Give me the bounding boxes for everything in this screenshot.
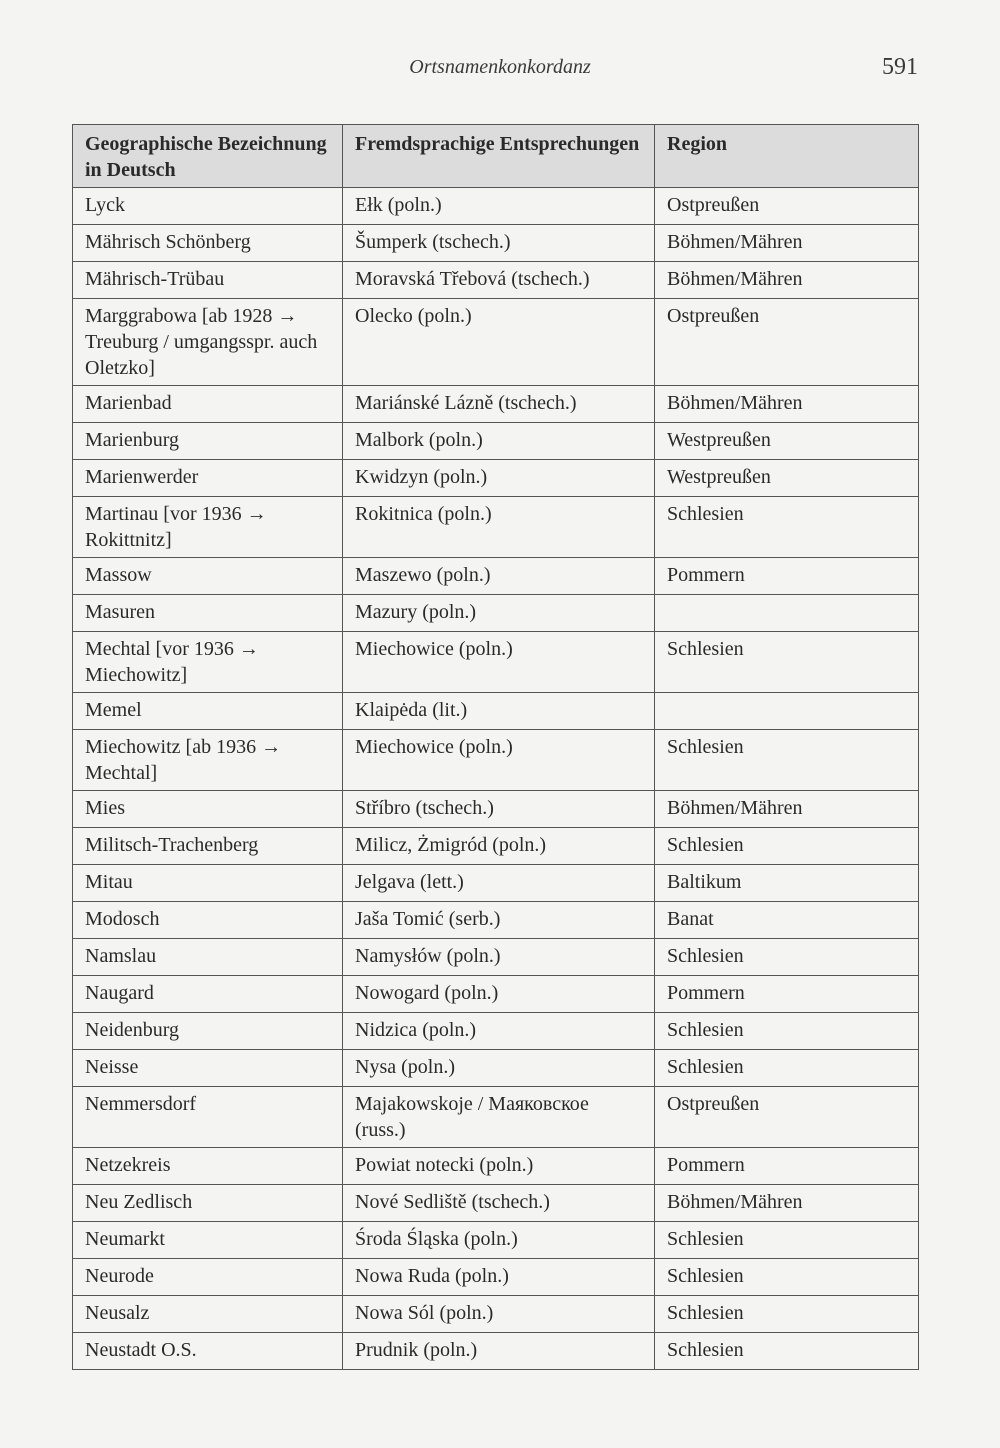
column-header-region: Region <box>655 125 919 188</box>
cell-german-name: Militsch-Trachenberg <box>73 828 343 865</box>
table-header-row <box>73 125 919 188</box>
cell-foreign-name: Stříbro (tschech.) <box>343 791 655 828</box>
cell-region: Schlesien <box>655 1050 919 1087</box>
cell-region <box>655 595 919 632</box>
table-row <box>73 1259 919 1296</box>
cell-region: Schlesien <box>655 730 919 791</box>
table-row <box>73 791 919 828</box>
table-row <box>73 730 919 791</box>
cell-foreign-name: Malbork (poln.) <box>343 423 655 460</box>
cell-region: Schlesien <box>655 632 919 693</box>
cell-german-name: Nemmersdorf <box>73 1087 343 1148</box>
cell-german-name: Martinau [vor 1936 → Rokittnitz] <box>73 497 343 558</box>
cell-region: Pommern <box>655 558 919 595</box>
place-name-table <box>72 124 919 1370</box>
cell-region: Baltikum <box>655 865 919 902</box>
cell-german-name: Marienwerder <box>73 460 343 497</box>
table-row <box>73 188 919 225</box>
table-row <box>73 386 919 423</box>
cell-german-name: Lyck <box>73 188 343 225</box>
table-row <box>73 939 919 976</box>
table-row <box>73 1050 919 1087</box>
table-row <box>73 1013 919 1050</box>
cell-foreign-name: Milicz, Żmigród (poln.) <box>343 828 655 865</box>
cell-foreign-name: Moravská Třebová (tschech.) <box>343 262 655 299</box>
table-row <box>73 1296 919 1333</box>
table-row <box>73 902 919 939</box>
cell-german-name: Miechowitz [ab 1936 → Mechtal] <box>73 730 343 791</box>
running-header: Ortsnamenkonkordanz <box>409 56 591 78</box>
cell-region: Böhmen/Mähren <box>655 225 919 262</box>
cell-region: Westpreußen <box>655 423 919 460</box>
cell-german-name: Neumarkt <box>73 1222 343 1259</box>
cell-foreign-name: Nysa (poln.) <box>343 1050 655 1087</box>
cell-german-name: Marggrabowa [ab 1928 → Treuburg / umgangsspr. auch Oletzko] <box>73 299 343 386</box>
cell-german-name: Mechtal [vor 1936 → Miechowitz] <box>73 632 343 693</box>
cell-german-name: Marienburg <box>73 423 343 460</box>
cell-german-name: Memel <box>73 693 343 730</box>
cell-german-name: Neusalz <box>73 1296 343 1333</box>
cell-foreign-name: Namysłów (poln.) <box>343 939 655 976</box>
table-row <box>73 828 919 865</box>
table-row <box>73 262 919 299</box>
cell-foreign-name: Jaša Tomić (serb.) <box>343 902 655 939</box>
table-row <box>73 558 919 595</box>
cell-region: Schlesien <box>655 1296 919 1333</box>
cell-region: Böhmen/Mähren <box>655 262 919 299</box>
cell-foreign-name: Nowa Ruda (poln.) <box>343 1259 655 1296</box>
cell-foreign-name: Ełk (poln.) <box>343 188 655 225</box>
cell-german-name: Mährisch Schönberg <box>73 225 343 262</box>
table-row <box>73 299 919 386</box>
page-number: 591 <box>882 54 918 80</box>
cell-german-name: Marienbad <box>73 386 343 423</box>
cell-german-name: Neidenburg <box>73 1013 343 1050</box>
cell-region: Banat <box>655 902 919 939</box>
cell-foreign-name: Nowogard (poln.) <box>343 976 655 1013</box>
table-row <box>73 423 919 460</box>
cell-foreign-name: Šumperk (tschech.) <box>343 225 655 262</box>
cell-foreign-name: Powiat notecki (poln.) <box>343 1148 655 1185</box>
table-row <box>73 865 919 902</box>
cell-foreign-name: Miechowice (poln.) <box>343 632 655 693</box>
cell-region: Böhmen/Mähren <box>655 1185 919 1222</box>
cell-foreign-name: Prudnik (poln.) <box>343 1333 655 1370</box>
table-row <box>73 693 919 730</box>
cell-region: Ostpreußen <box>655 1087 919 1148</box>
table-row <box>73 1148 919 1185</box>
cell-region: Schlesien <box>655 1333 919 1370</box>
cell-german-name: Masuren <box>73 595 343 632</box>
table-row <box>73 632 919 693</box>
cell-foreign-name: Miechowice (poln.) <box>343 730 655 791</box>
cell-german-name: Neustadt O.S. <box>73 1333 343 1370</box>
cell-region: Schlesien <box>655 1222 919 1259</box>
cell-region: Westpreußen <box>655 460 919 497</box>
cell-foreign-name: Środa Śląska (poln.) <box>343 1222 655 1259</box>
cell-region: Pommern <box>655 1148 919 1185</box>
table-row <box>73 1087 919 1148</box>
cell-region: Schlesien <box>655 939 919 976</box>
cell-region: Ostpreußen <box>655 299 919 386</box>
cell-foreign-name: Kwidzyn (poln.) <box>343 460 655 497</box>
table-row <box>73 976 919 1013</box>
cell-german-name: Neu Zedlisch <box>73 1185 343 1222</box>
cell-german-name: Mährisch-Trübau <box>73 262 343 299</box>
cell-german-name: Namslau <box>73 939 343 976</box>
cell-region: Schlesien <box>655 1259 919 1296</box>
cell-foreign-name: Jelgava (lett.) <box>343 865 655 902</box>
table-row <box>73 1222 919 1259</box>
cell-foreign-name: Majakowskoje / Маяковское (russ.) <box>343 1087 655 1148</box>
cell-foreign-name: Rokitnica (poln.) <box>343 497 655 558</box>
cell-german-name: Massow <box>73 558 343 595</box>
table-row <box>73 1185 919 1222</box>
cell-foreign-name: Nové Sedliště (tschech.) <box>343 1185 655 1222</box>
cell-german-name: Modosch <box>73 902 343 939</box>
cell-foreign-name: Mazury (poln.) <box>343 595 655 632</box>
table-row <box>73 225 919 262</box>
cell-region: Pommern <box>655 976 919 1013</box>
table-row <box>73 497 919 558</box>
table-body <box>73 188 919 1370</box>
table-row <box>73 595 919 632</box>
cell-german-name: Neisse <box>73 1050 343 1087</box>
cell-german-name: Mitau <box>73 865 343 902</box>
cell-german-name: Mies <box>73 791 343 828</box>
cell-region: Schlesien <box>655 497 919 558</box>
cell-region: Ostpreußen <box>655 188 919 225</box>
table-row <box>73 1333 919 1370</box>
cell-german-name: Naugard <box>73 976 343 1013</box>
cell-region: Böhmen/Mähren <box>655 791 919 828</box>
cell-region <box>655 693 919 730</box>
cell-german-name: Netzekreis <box>73 1148 343 1185</box>
cell-foreign-name: Klaipėda (lit.) <box>343 693 655 730</box>
cell-foreign-name: Olecko (poln.) <box>343 299 655 386</box>
cell-foreign-name: Nidzica (poln.) <box>343 1013 655 1050</box>
table-row <box>73 460 919 497</box>
cell-foreign-name: Mariánské Lázně (tschech.) <box>343 386 655 423</box>
cell-german-name: Neurode <box>73 1259 343 1296</box>
column-header-foreign: Fremdsprachige Entsprechungen <box>343 125 655 188</box>
cell-foreign-name: Nowa Sól (poln.) <box>343 1296 655 1333</box>
cell-region: Böhmen/Mähren <box>655 386 919 423</box>
cell-foreign-name: Maszewo (poln.) <box>343 558 655 595</box>
column-header-german: Geographische Bezeichnung in Deutsch <box>73 125 343 188</box>
cell-region: Schlesien <box>655 828 919 865</box>
cell-region: Schlesien <box>655 1013 919 1050</box>
